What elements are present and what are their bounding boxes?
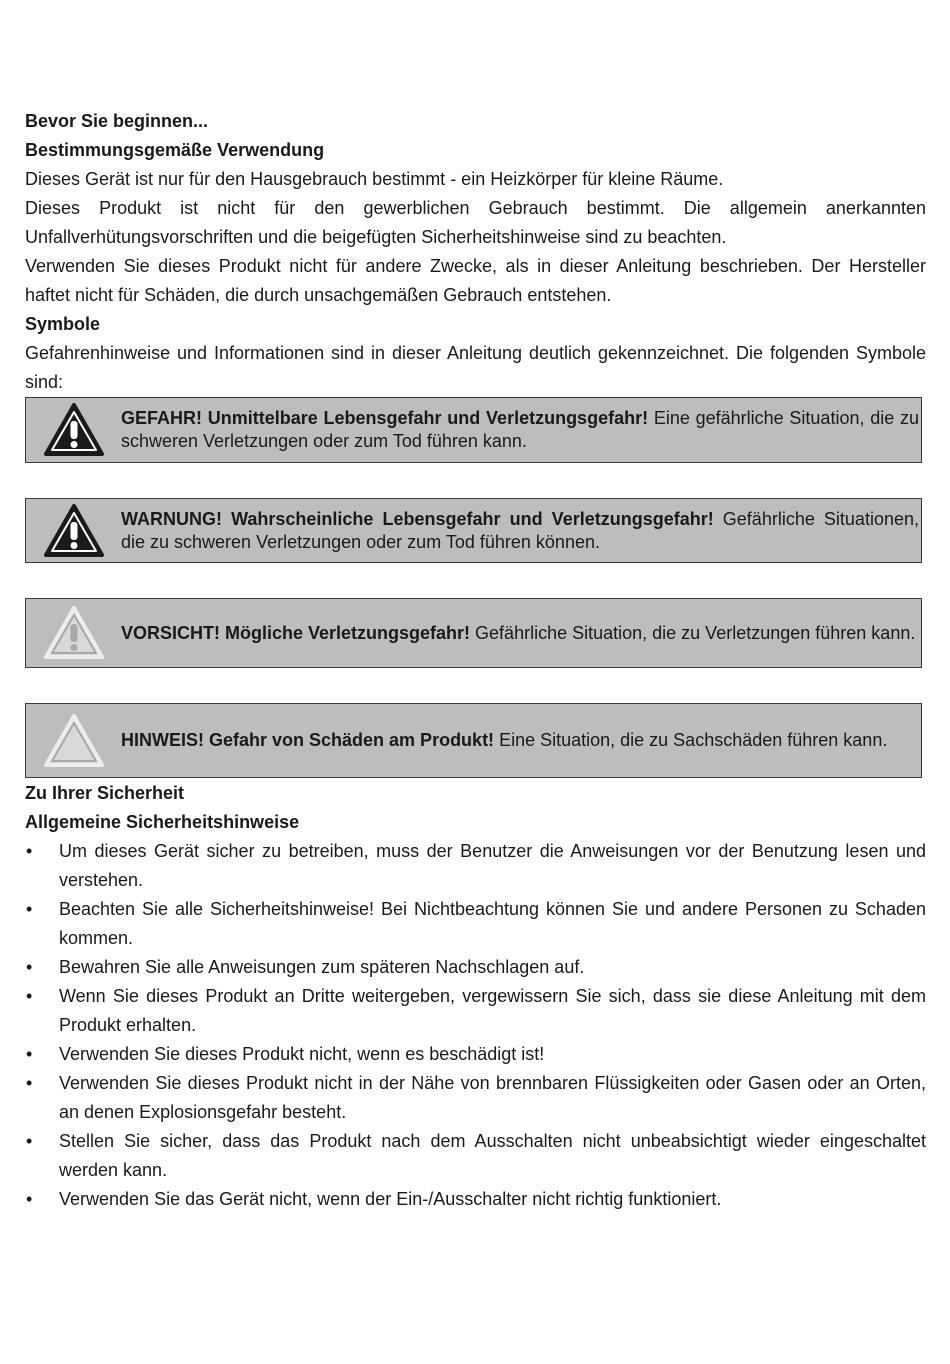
list-item: • Verwenden Sie das Gerät nicht, wenn der Ein-/Ausschalter nicht richtig funktioniert. [25,1185,926,1214]
bullet-icon: • [26,986,33,1006]
bullet-icon: • [26,1073,33,1093]
notice-danger-bold: GEFAHR! Unmittelbare Lebensgefahr und Verletzungsgefahr! [121,408,649,428]
paragraph-household-use: Dieses Gerät ist nur für den Hausgebrauch bestimmt - ein Heizkörper für kleine Räume. [25,169,724,189]
bullet-icon: • [26,1189,33,1209]
list-item: • Verwenden Sie dieses Produkt nicht, wenn es beschädigt ist! [25,1040,926,1069]
list-item: • Um dieses Gerät sicher zu betreiben, muss der Benutzer die Anweisungen vor der Benutzung lesen und verstehen. [25,837,926,895]
subheading-intended-use: Bestimmungsgemäße Verwendung [25,140,325,160]
list-item: • Verwenden Sie dieses Produkt nicht in der Nähe von brennbaren Flüssigkeiten oder Gasen oder an Orten, an denen Explosionsgefahr besteht. [25,1069,926,1127]
list-item: • Stellen Sie sicher, dass das Produkt nach dem Ausschalten nicht unbeabsichtigt wieder eingeschaltet werden kann. [25,1127,926,1185]
paragraph-symbols-intro: Gefahrenhinweise und Informationen sind in dieser Anleitung deutlich gekennzeichnet. Die folgenden Symbole sind: [25,343,926,392]
bullet-icon: • [26,957,33,977]
notice-danger-desc: Eine gefährliche Situation, die zu schweren Verletzungen oder zum Tod führen kann. [121,408,919,451]
notice-hint-desc: Eine Situation, die zu Sachschäden führen kann. [494,730,888,750]
paragraph-commercial-use: Dieses Produkt ist nicht für den gewerblichen Gebrauch bestimmt. Die allgemein anerkannten Unfallverhütungsvorschriften und die beigefügten Sicherheitshinweise sind zu beachten. [25,198,926,247]
notice-danger-text [121,407,921,453]
bullet-icon: • [26,1131,33,1151]
danger-triangle-icon [26,402,121,458]
subheading-symbols: Symbole [25,314,101,334]
list-item: • Wenn Sie dieses Produkt an Dritte weitergeben, vergewissern Sie sich, dass sie diese Anleitung mit dem Produkt erhalten. [25,982,926,1040]
paragraph-other-purposes: Verwenden Sie dieses Produkt nicht für andere Zwecke, als in dieser Anleitung beschrieben. Der Hersteller haftet nicht für Schäden, die durch unsachgemäßen Gebrauch entstehen. [25,256,926,305]
list-item: • Beachten Sie alle Sicherheitshinweise! Bei Nichtbeachtung können Sie und andere Personen zu Schaden kommen. [25,895,926,953]
notice-caution [25,598,922,668]
notice-triangle-icon [26,713,121,769]
caution-triangle-icon [26,605,121,661]
notice-warning-text [121,508,921,554]
notice-hint [25,703,922,778]
bullet-icon: • [26,841,33,861]
notice-hint-bold: HINWEIS! Gefahr von Schäden am Produkt! [121,730,495,750]
section-heading-safety: Zu Ihrer Sicherheit [25,783,185,803]
safety-list [25,837,926,1214]
notice-hint-text [121,729,921,752]
warning-triangle-icon [26,503,121,559]
notice-caution-text [121,622,921,645]
notice-caution-desc: Gefährliche Situation, die zu Verletzungen führen kann. [470,622,916,643]
list-item: • Bewahren Sie alle Anweisungen zum späteren Nachschlagen auf. [25,953,926,982]
notice-caution-bold: VORSICHT! Mögliche Verletzungsgefahr! [121,622,471,643]
bullet-icon: • [26,899,33,919]
bullet-icon: • [26,1044,33,1064]
notice-warning-bold: WARNUNG! Wahrscheinliche Lebensgefahr und Verletzungsgefahr! [121,508,714,529]
notice-warning-desc: Gefährliche Situationen, die zu schweren Verletzungen oder zum Tod führen können. [121,508,919,552]
notice-danger [25,397,922,463]
notice-warning [25,498,922,563]
subheading-general-safety: Allgemeine Sicherheitshinweise [25,812,300,832]
section-heading-before-start: Bevor Sie beginnen... [25,111,209,131]
manual-page [25,107,926,1214]
